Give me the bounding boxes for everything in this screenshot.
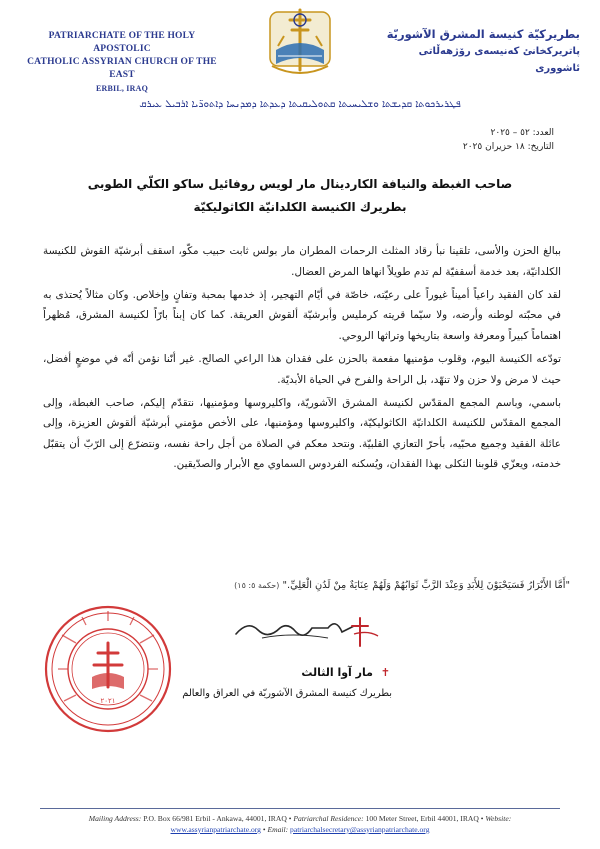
addressee-line2: بطريرك الكنيسة الكلدانيّة الكاثوليكيّة — [193, 200, 407, 214]
body-paragraph-2: لقد كان الفقيد راعياً أميناً غيوراً على رعيّته، خاصّة في أيّام التهجير، إذ خدمها بمحبة وتفانٍ وإخلاص. وكان مثالاً يُحتذى به في محبّته لوطنه وأرضه، ولا سيّما قريته كرمليس وأبرشيّة ألقوش العريقة. كما كان إبناً بارّاً لكنيسة المشرق، مُظهراً اهتماماً كبيراً ومعرفة واسعة بتاريخها وتراثها الروحي. — [43, 288, 561, 342]
letter-number: العدد: ٥٢ – ٢٠٢٥ — [490, 128, 554, 138]
header-arabic — [375, 26, 580, 77]
footer-mailing-value: P.O. Box 66/981 Erbil - Ankawa, 44001, IRAQ — [143, 814, 287, 823]
header-english — [22, 30, 222, 95]
cross-icon: ✝ — [380, 666, 390, 679]
letter-body — [43, 241, 561, 478]
footer-separator: • — [288, 814, 292, 823]
body-paragraph-1: ببالغ الحزن والأسى، تلقينا نبأ رقاد المثلث الرحمات المطران مار بولس ثابت حبيب مكّو، اسقف أبرشيّة القوش للكنيسة الكلدانيّة، بعد خدمة أسقفيّة لم تدم طويلاً انهاها المرض العضال. — [43, 245, 561, 278]
header-arabic-title: بطريركيّة كنيسة المشرق الآشوريّة — [386, 27, 580, 41]
footer-mailing-label: Mailing Address: — [88, 814, 142, 823]
body-paragraph-4: باسمي، وباسم المجمع المقدّس لكنيسة المشرق الآشوريّة، واكليروسها ومؤمنيها، نتقدّم إليكم، صاحب الغبطة، وإلى المجمع المقدّس للكنيسة الكلدانيّة الكاثوليكيّة، واكليروسها ومؤمنيها، على الأخص مؤمني أبرشيّة ألقوش العزيزة، وإلى عائلة الفقيد وجميع محبّيه، بأحرّ التعازي القلبيّة. ونتحد معكم في الصلاة من أجل راحة نفسه، ونتضرّع إلى الرّبّ أن يتقبّل خدمته، ويعزّي قلوبنا الثكلى بهذا الفقدان، ويُسكنه الفردوس السماوي مع الأبرار والصدّيقين. — [43, 396, 561, 471]
handwritten-signature-icon — [232, 612, 382, 650]
letter-date: التاريخ: ١٨ حزيران ٢٠٢٥ — [462, 142, 554, 152]
signatory-name-line — [301, 666, 390, 679]
header-syriac-band: ܦܛܪܝܪܟܘܬܐ ܩܕܝܫܬܐ ܘܫܠܝܚܝܬܐ ܩܬܘܠܝܩܝܬܐ ܕܥܕܬܐ ܕܡܕܢܚܐ ܕܐܬܘܖ̈ܝܐ ܐܪܒܝܠ ܥܝܪܩ — [139, 99, 461, 110]
patriarchate-emblem-icon — [258, 6, 342, 84]
seal-year: ٢٠٢١ — [100, 697, 116, 705]
footer-separator: • — [262, 825, 266, 834]
header-english-line1: PATRIARCHATE OF THE HOLY APOSTOLIC — [48, 31, 196, 54]
footer-line2 — [20, 824, 580, 835]
signatory-name: مار آوا الثالث — [301, 666, 373, 679]
footer-divider — [40, 808, 560, 809]
quote-text: "أَمَّا الأَبْرَارُ فَسَيَحْيَوْنَ لِلأَبَدِ وَعِنْدَ الرَّبِّ ثَوَابُهُمْ وَلَهُمْ عِنَايَةٌ مِنْ لَدُنِ الْعَلِيِّ." — [282, 580, 570, 591]
header-assyrian-title: پاتريرکخانئ کەنيسەی رۆژهەڵاتی ئاشووری — [418, 46, 580, 74]
email-link[interactable]: patriarchalsecretary@assyrianpatriarchate.org — [290, 825, 430, 834]
footer-website-label: Website: — [485, 814, 512, 823]
header-english-line3: ERBIL, IRAQ — [96, 84, 148, 93]
footer-residence-value: 100 Meter Street, Erbil 44001, IRAQ — [365, 814, 479, 823]
scripture-quote — [150, 580, 570, 591]
quote-source: (حكمة ٥: ١٥) — [234, 581, 280, 590]
footer-separator: • — [480, 814, 484, 823]
letterhead-footer — [20, 813, 580, 835]
header-english-line2: CATHOLIC ASSYRIAN CHURCH OF THE EAST — [27, 57, 217, 80]
signatory-role: بطريرك كنيسة المشرق الآشوريّة في العراق والعالم — [182, 688, 392, 699]
official-seal-icon — [42, 603, 174, 735]
addressee-line1: صاحب الغبطة والنيافة الكاردينال مار لويس روفائيل ساكو الكلّي الطوبى — [87, 177, 513, 191]
footer-email-label: Email: — [267, 825, 289, 834]
footer-line1 — [20, 813, 580, 824]
body-paragraph-3: تودّعه الكنيسة اليوم، وقلوب مؤمنيها مفعمة بالحزن على فقدان هذا الراعي الصالح. غير أنّنا نؤمن أنّه في موضعٍ أفضل، حيث لا مرض ولا حزن ولا تنهّد، بل الراحة والفرح في الحياة الأبديّة. — [43, 352, 561, 386]
footer-residence-label: Patriarchal Residence: — [293, 814, 364, 823]
website-link[interactable]: www.assyrianpatriarchate.org — [170, 825, 261, 834]
